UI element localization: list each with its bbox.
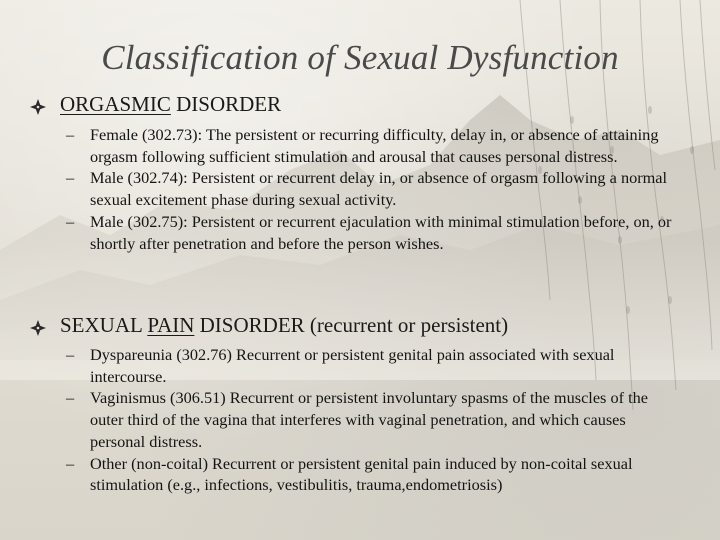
dash-marker: – — [66, 388, 75, 408]
heading-underlined-word: ORGASMIC — [60, 92, 171, 116]
list-item: – Male (302.75): Persistent or recurrent ejaculation with minimal stimulation before, on, or shortly after penetration and before the person wishes. — [66, 211, 672, 253]
diamond-bullet-icon — [28, 97, 48, 117]
dash-marker: – — [66, 211, 75, 231]
list-item: – Male (302.74): Persistent or recurrent delay in, or absence of orgasm following a normal sexual excitement phase during sexual activity. — [66, 168, 668, 210]
diamond-bullet-icon — [28, 318, 48, 338]
slide-title: Classification of Sexual Dysfunction — [101, 38, 619, 77]
list-item: – Dyspareunia (302.76) Recurrent or persistent genital pain associated with sexual intercourse. — [66, 345, 615, 386]
dash-marker: – — [66, 125, 75, 144]
list-item: – Female (302.73): The persistent or recurring difficulty, delay in, or absence of attaining orgasm following sufficient stimulation and arousal that causes personal distress. — [66, 125, 659, 166]
section-heading: ORGASMIC DISORDER — [60, 92, 282, 116]
list-item: – Other (non-coital) Recurrent or persistent genital pain induced by non-coital sexual stimulation (e.g., infections, vestibulitis, trauma,endometriosis) — [66, 453, 633, 495]
section-heading: SEXUAL PAIN DISORDER (recurrent or persistent) — [60, 313, 509, 337]
dash-marker: – — [66, 168, 75, 188]
sexual-pain-disorder-list — [66, 344, 681, 496]
dash-marker: – — [66, 453, 75, 473]
orgasmic-disorder-list — [66, 124, 681, 254]
heading-underlined-word: PAIN — [147, 313, 195, 337]
section-sexual-pain-disorder — [28, 313, 698, 338]
dash-marker: – — [66, 345, 75, 364]
list-item: – Vaginismus (306.51) Recurrent or persistent involuntary spasms of the muscles of the outer third of the vagina that interferes with vaginal penetration, and which causes personal distress. — [66, 388, 648, 451]
section-orgasmic-disorder — [28, 92, 698, 117]
